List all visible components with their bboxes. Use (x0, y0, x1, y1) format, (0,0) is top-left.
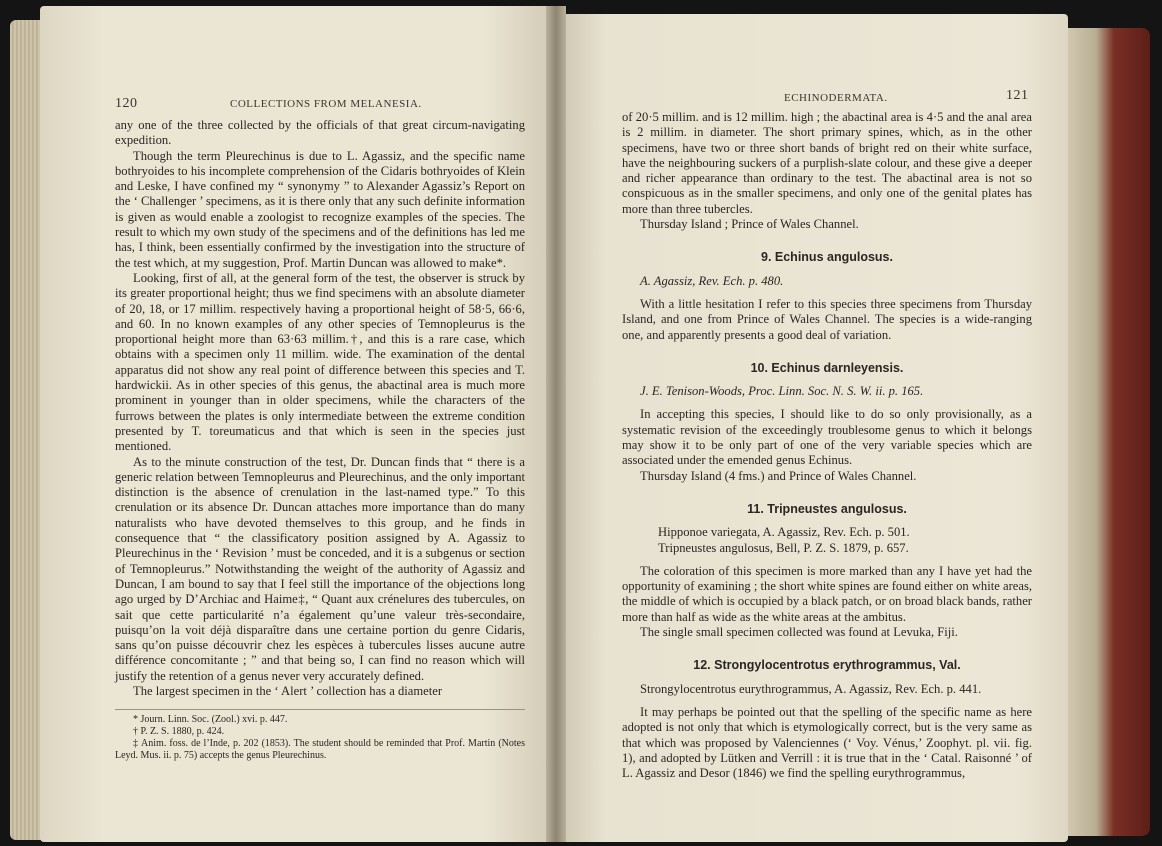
paragraph: Thursday Island ; Prince of Wales Channel. (640, 217, 859, 232)
paragraph: of 20·5 millim. and is 12 millim. high ; the abactinal area is 4·5 and the anal area is 2 millim. in diameter. The short primary spines, which, as in the other specimens, have two or three short bands of bright red on their white surface, have the neighbouring suckers of a purplish-slate colour, and these give a deeper and richer appearance than ordinary to the test. The abactinal area is not so conspicuous as in the smaller specimens, and only one of the genital plates has more than three tubercles. (622, 110, 1032, 216)
section-heading: 12. Strongylocentrotus erythrogrammus, Val. (693, 658, 961, 673)
paragraph: It may perhaps be pointed out that the spelling of the specific name as here adopted is not only that which is etymologically correct, but is the very same as that which was proposed by Valenciennes (‘ Voy. Vénus,’ Zoophyt. pl. vii. fig. 1), and adopted by Lütken and Verrill : it is true that in the ‘ Catal. Raisonné ’ of L. Agassiz and Desor (1846) we find the spelling eurythrogrammus, (622, 704, 1032, 781)
book-gutter (546, 6, 566, 842)
footnote: * Journ. Linn. Soc. (Zool.) xvi. p. 447. (133, 714, 288, 726)
paragraph: Thursday Island (4 fms.) and Prince of Wales Channel. (640, 468, 917, 483)
left-page-number: 120 (115, 96, 138, 111)
paragraph: The coloration of this specimen is more marked than any I have yet had the opportunity of examining ; the short white spines are found either on white areas, the middle of which is occupied by a black patch, or on broad black bands, rather more than half as wide as the white areas at the ambitus. (622, 563, 1032, 624)
synonym-line: Hipponoe variegata, A. Agassiz, Rev. Ech. p. 501. (658, 525, 910, 540)
right-page-body (622, 110, 1032, 781)
footnotes (115, 709, 525, 762)
paragraph: The single small specimen collected was found at Levuka, Fiji. (640, 625, 958, 640)
section-heading: 9. Echinus angulosus. (761, 250, 893, 265)
left-page (40, 6, 562, 842)
footnote: † P. Z. S. 1880, p. 424. (133, 726, 225, 738)
paragraph: Though the term Pleurechinus is due to L. Agassiz, and the specific name bothryoides to his incomplete comprehension of the Cidaris bothryoides of Klein and Leske, I have confined my “ synonymy ” to Alexander Agassiz’s Report on the ‘ Challenger ’ specimens, as it is there only that any such definite information is given as would enable a zoologist to recognize examples of the species. The result to which my own study of the specimens and of the definitions has led me has, I think, been essentially confirmed by the investigation into the structure of the test which, at my suggestion, Prof. Martin Duncan was allowed to make*. (115, 148, 525, 270)
synonym-line: Strongylocentrotus eurythrogrammus, A. Agassiz, Rev. Ech. p. 441. (640, 681, 982, 696)
left-running-head: COLLECTIONS FROM MELANESIA. (230, 98, 422, 110)
right-running-head: ECHINODERMATA. (784, 92, 888, 104)
section-authority: J. E. Tenison-Woods, Proc. Linn. Soc. N. S. W. ii. p. 165. (640, 384, 924, 399)
paragraph: The largest specimen in the ‘ Alert ’ collection has a diameter (133, 683, 443, 698)
paragraph: With a little hesitation I refer to this species three specimens from Thursday Island, and one from Prince of Wales Channel. The species is a wide-ranging one, and apparently presents a good deal of variation. (622, 296, 1032, 342)
paragraph: As to the minute construction of the test, Dr. Duncan finds that “ there is a generic relation between Temnopleurus and Pleurechinus, and the only important distinction is the absence of crenulation in the last-named type.” To this crenulation or its absence Dr. Duncan attaches more importance than do many naturalists who have devoted themselves to this group, and he finds in consequence that “ the classificatory position assigned by A. Agassiz to Pleurechinus in the ‘ Revision ’ must be conceded, and it is a subgenus or section of Temnopleurus.” Notwithstanding the weight of the authority of Agassiz and Duncan, I am bound to say that I feel still the importance of the objections long ago urged by D’Archiac and Haime‡, “ Quant aux crénelures des tubercules, on sait que cette particularité n’a également qu’une valeur très-secondaire, puisqu’on la voit déjà disparaître dans une certaine portion du genre Cidaris, sans qu’on puisse découvrir chez les espèces à tubercules lisses aucune autre différence concomitante ; ” and that being so, I can find no reason which will justify the retention of a genus never very accurately defined. (115, 454, 525, 683)
paragraph: In accepting this species, I should like to do so only provisionally, as a systematic revision of the exceedingly troublesome genus to which it belongs may show it to be only part of one of the very variable species which are associated under the emended genus Echinus. (622, 407, 1032, 468)
synonym-line: Tripneustes angulosus, Bell, P. Z. S. 1879, p. 657. (658, 540, 909, 555)
paragraph: any one of the three collected by the officials of that great circum-navigating expedition. (115, 118, 525, 148)
right-page (554, 14, 1068, 842)
left-page-body (115, 118, 525, 762)
section-heading: 10. Echinus darnleyensis. (750, 360, 904, 375)
footnote: ‡ Anim. foss. de l’Inde, p. 202 (1853). The student should be reminded that Prof. Martin (Notes Leyd. Mus. ii. p. 75) accepts the genus Pleurechinus. (115, 738, 525, 762)
right-page-number: 121 (1006, 88, 1029, 103)
right-page-edges (1060, 28, 1150, 836)
paragraph: Looking, first of all, at the general form of the test, the observer is struck by its greater proportional height; thus we find specimens with an absolute diameter of 20, 18, or 17 millim. respectively having a proportional height of 58·5, 66·6, and 60. In no known examples of any other species of Temnopleurus is the proportional height more than 63·63 millim.†, and this is a rare case, which obtains with a specimen only 11 millim. wide. The examination of the dental apparatus did not show any real point of difference between this species and T. hardwickii. As in other species of this genus, the abactinal area is much more prominent in younger than in older specimens, while the characters of the furrows between the plates is only intermediate between the extreme condition presented by T. toreumaticus and that which is seen in the species just mentioned. (115, 270, 525, 454)
section-heading: 11. Tripneustes angulosus. (747, 501, 907, 516)
footnote-rule (115, 709, 525, 710)
section-authority: A. Agassiz, Rev. Ech. p. 480. (640, 273, 784, 288)
